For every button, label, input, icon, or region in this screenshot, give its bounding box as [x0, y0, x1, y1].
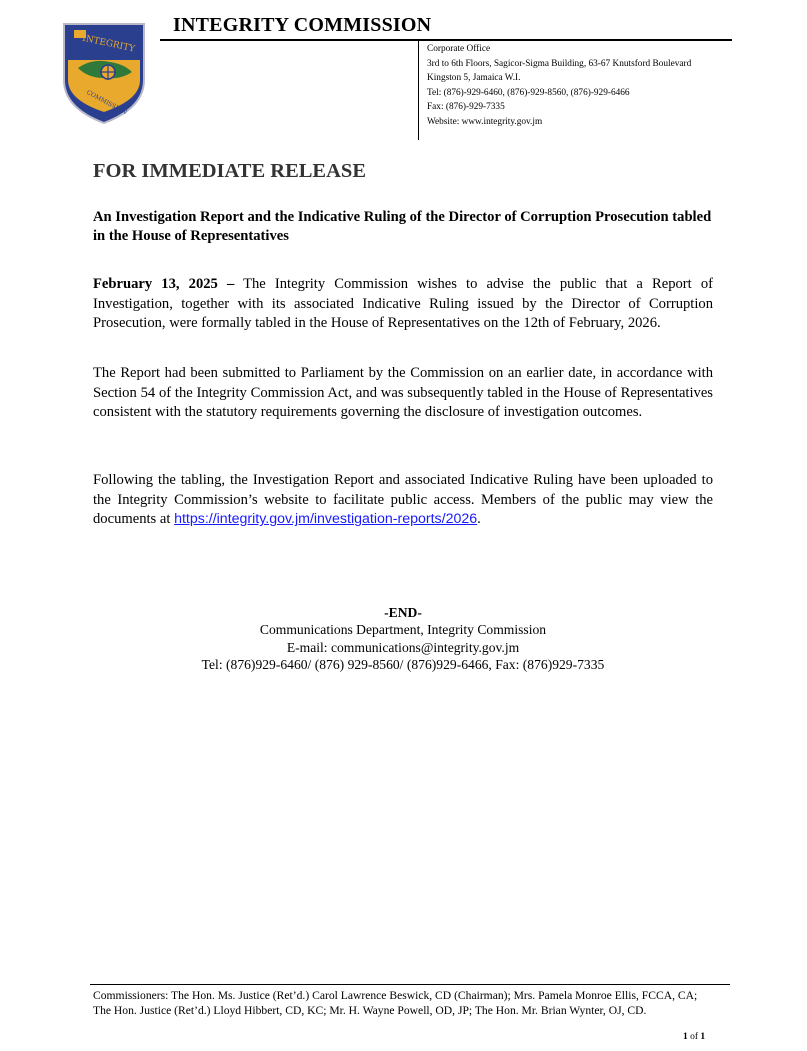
date-lead: February 13, 2025 – [93, 276, 235, 292]
contact-fax: Fax: (876)-929-7335 [427, 102, 505, 113]
commissioners-footer: Commissioners: The Hon. Ms. Justice (Ret’d.) Carol Lawrence Beswick, CD (Chairman); Mrs. Pamela Monroe Ellis, FCCA, CA; The Hon. Justice (Ret’d.) Lloyd Hibbert, CD, KC; Mr. H. Wayne Powell, OD, JP; The Hon. Mr. Brian Wynter, OJ, CD. [93, 989, 698, 1018]
page-total: 1 [700, 1032, 706, 1042]
header-divider [160, 39, 732, 41]
paragraph-3 [93, 471, 713, 530]
footer-divider [90, 984, 730, 985]
crest-text-top: INTEGRITY [81, 33, 136, 55]
paragraph-1 [93, 275, 713, 334]
page-number [683, 1032, 705, 1042]
contact-block [427, 42, 691, 130]
contact-website: Website: www.integrity.gov.jm [427, 116, 543, 127]
crest-text-bottom: COMMISSION [85, 89, 129, 117]
investigation-reports-link[interactable]: https://integrity.gov.jm/investigation-reports/2026 [174, 511, 478, 528]
page-of: of [690, 1032, 699, 1042]
communications-phones: Tel: (876)929-6460/ (876) 929-8560/ (876)929-6466, Fax: (876)929-7335 [201, 657, 605, 673]
contact-office: Corporate Office [427, 44, 491, 54]
end-block [93, 604, 713, 674]
contact-tel: Tel: (876)-929-6460, (876)-929-8560, (876)-929-6466 [427, 87, 630, 98]
contact-address-line2: Kingston 5, Jamaica W.I. [427, 73, 521, 84]
subject-heading: An Investigation Report and the Indicative Ruling of the Director of Corruption Prosecution tabled in the House of Representatives [93, 209, 712, 244]
paragraph-1-text: The Integrity Commission wishes to advise the public that a Report of Investigation, together with its associated Indicative Ruling issued by the Director of Corruption Prosecution, were formally tabled in the House of Representatives on the 12th of February, 2026. [93, 276, 713, 332]
communications-department: Communications Department, Integrity Commission [259, 622, 547, 638]
paragraph-3-text: Following the tabling, the Investigation Report and associated Indicative Ruling have been uploaded to the Integrity Commission’s website to facilitate public access. Members of the public may view the documents at [93, 472, 713, 528]
integrity-commission-crest-icon [60, 20, 148, 126]
header-vertical-divider [418, 40, 419, 140]
paragraph-2: The Report had been submitted to Parliament by the Commission on an earlier date, in accordance with Section 54 of the Integrity Commission Act, and was subsequently tabled in the House of Representatives consistent with the statutory requirements governing the disclosure of investigation outcomes. [93, 365, 713, 421]
end-mark: -END- [384, 605, 422, 620]
paragraph-3-after: . [477, 511, 481, 528]
org-title: INTEGRITY COMMISSION [173, 14, 432, 36]
page-current: 1 [683, 1032, 688, 1042]
communications-email: E-mail: communications@integrity.gov.jm [286, 639, 520, 655]
contact-address-line1: 3rd to 6th Floors, Sagicor-Sigma Building, 63-67 Knutsford Boulevard [427, 58, 692, 69]
release-heading: FOR IMMEDIATE RELEASE [93, 160, 366, 182]
